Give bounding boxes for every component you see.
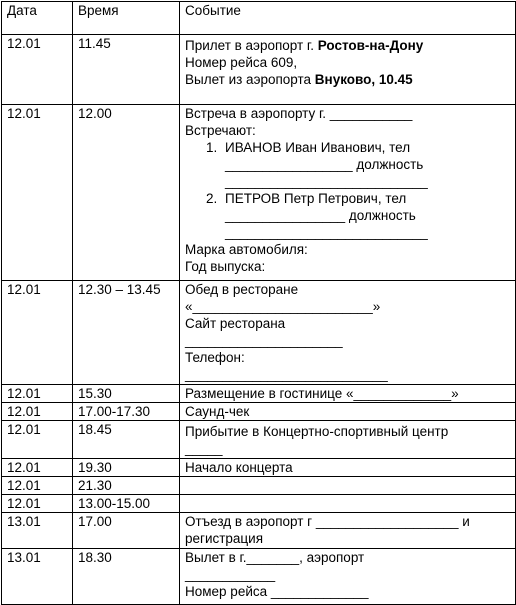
row-event (180, 421, 516, 459)
row-date: 12.01 (2, 281, 73, 385)
event-line: Марка автомобиля: (185, 242, 308, 257)
person-field: ___________________________ (225, 174, 428, 189)
list-item (221, 139, 511, 190)
event-line: Телефон: (185, 350, 245, 365)
event-text: Вылет из аэропорта (185, 72, 315, 87)
event-line: Обед в ресторане (185, 282, 299, 297)
row-time: 13.00-15.00 (73, 495, 180, 513)
row-time: 18.30 (73, 549, 180, 605)
row-event (180, 105, 516, 281)
table-row (2, 385, 516, 403)
row-time: 17.00-17.30 (73, 403, 180, 421)
row-event: Начало концерта (180, 459, 516, 477)
table-row (2, 421, 516, 459)
row-event (180, 495, 516, 513)
event-line: «________________________» (185, 299, 381, 314)
person-field: _________________ должность (225, 157, 424, 172)
schedule-table (1, 1, 516, 605)
person-name: ПЕТРОВ Петр Петрович, тел (225, 191, 407, 206)
event-bold-airport: Внуково, 10.45 (314, 72, 413, 87)
event-line: Сайт ресторана (185, 316, 286, 331)
event-line: _____________________ (185, 333, 343, 348)
row-date: 12.01 (2, 459, 73, 477)
row-time: 11.45 (73, 35, 180, 105)
row-event (180, 281, 516, 385)
event-line: Встреча в аэропорту г. ___________ (185, 106, 413, 121)
event-line: Встречают: (185, 123, 256, 138)
row-date: 12.01 (2, 35, 73, 105)
row-time: 21.30 (73, 477, 180, 495)
person-field: ________________ должность (225, 208, 416, 223)
table-row (2, 459, 516, 477)
row-time: 19.30 (73, 459, 180, 477)
list-item (221, 190, 511, 241)
event-line: _____ (185, 441, 223, 456)
header-time: Время (73, 2, 180, 35)
row-time: 12.00 (73, 105, 180, 281)
table-row (2, 495, 516, 513)
row-date: 12.01 (2, 105, 73, 281)
person-field: ___________________________ (225, 225, 428, 240)
row-event (180, 513, 516, 549)
table-row (2, 281, 516, 385)
event-text: Прилет в аэропорт г. (185, 38, 318, 53)
row-event (180, 549, 516, 605)
row-date: 13.01 (2, 513, 73, 549)
person-name: ИВАНОВ Иван Иванович, тел (225, 140, 411, 155)
table-row (2, 403, 516, 421)
row-event: Размещение в гостинице «_____________» (180, 385, 516, 403)
event-line: Номер рейса 609, (185, 55, 298, 70)
row-time: 12.30 – 13.45 (73, 281, 180, 385)
event-line: регистрация (185, 531, 264, 546)
header-date: Дата (2, 2, 73, 35)
row-time: 17.00 (73, 513, 180, 549)
event-line: Прибытие в Концертно-спортивный центр (185, 424, 449, 439)
header-row (2, 2, 516, 35)
row-event (180, 477, 516, 495)
event-line (185, 37, 511, 54)
row-date: 12.01 (2, 385, 73, 403)
table-row (2, 35, 516, 105)
header-event: Событие (180, 2, 516, 35)
row-event: Саунд-чек (180, 403, 516, 421)
table-row (2, 549, 516, 605)
row-event (180, 35, 516, 105)
event-line: Год выпуска: (185, 259, 266, 274)
event-line: Отъезд в аэропорт г ___________________ и (185, 514, 470, 529)
event-line (185, 71, 511, 88)
event-bold-city: Ростов-на-Дону (317, 38, 424, 53)
greeters-list (185, 139, 511, 241)
table-row (2, 513, 516, 549)
table-row (2, 105, 516, 281)
row-date: 12.01 (2, 403, 73, 421)
event-line: ____________ (185, 567, 276, 582)
row-date: 12.01 (2, 421, 73, 459)
event-line: Номер рейса _____________ (185, 584, 369, 599)
table-row (2, 477, 516, 495)
row-time: 15.30 (73, 385, 180, 403)
event-line: ___________________________ (185, 367, 388, 382)
row-time: 18.45 (73, 421, 180, 459)
row-date: 12.01 (2, 477, 73, 495)
event-line: Вылет в г._______, аэропорт (185, 550, 365, 565)
row-date: 13.01 (2, 549, 73, 605)
row-date: 12.01 (2, 495, 73, 513)
